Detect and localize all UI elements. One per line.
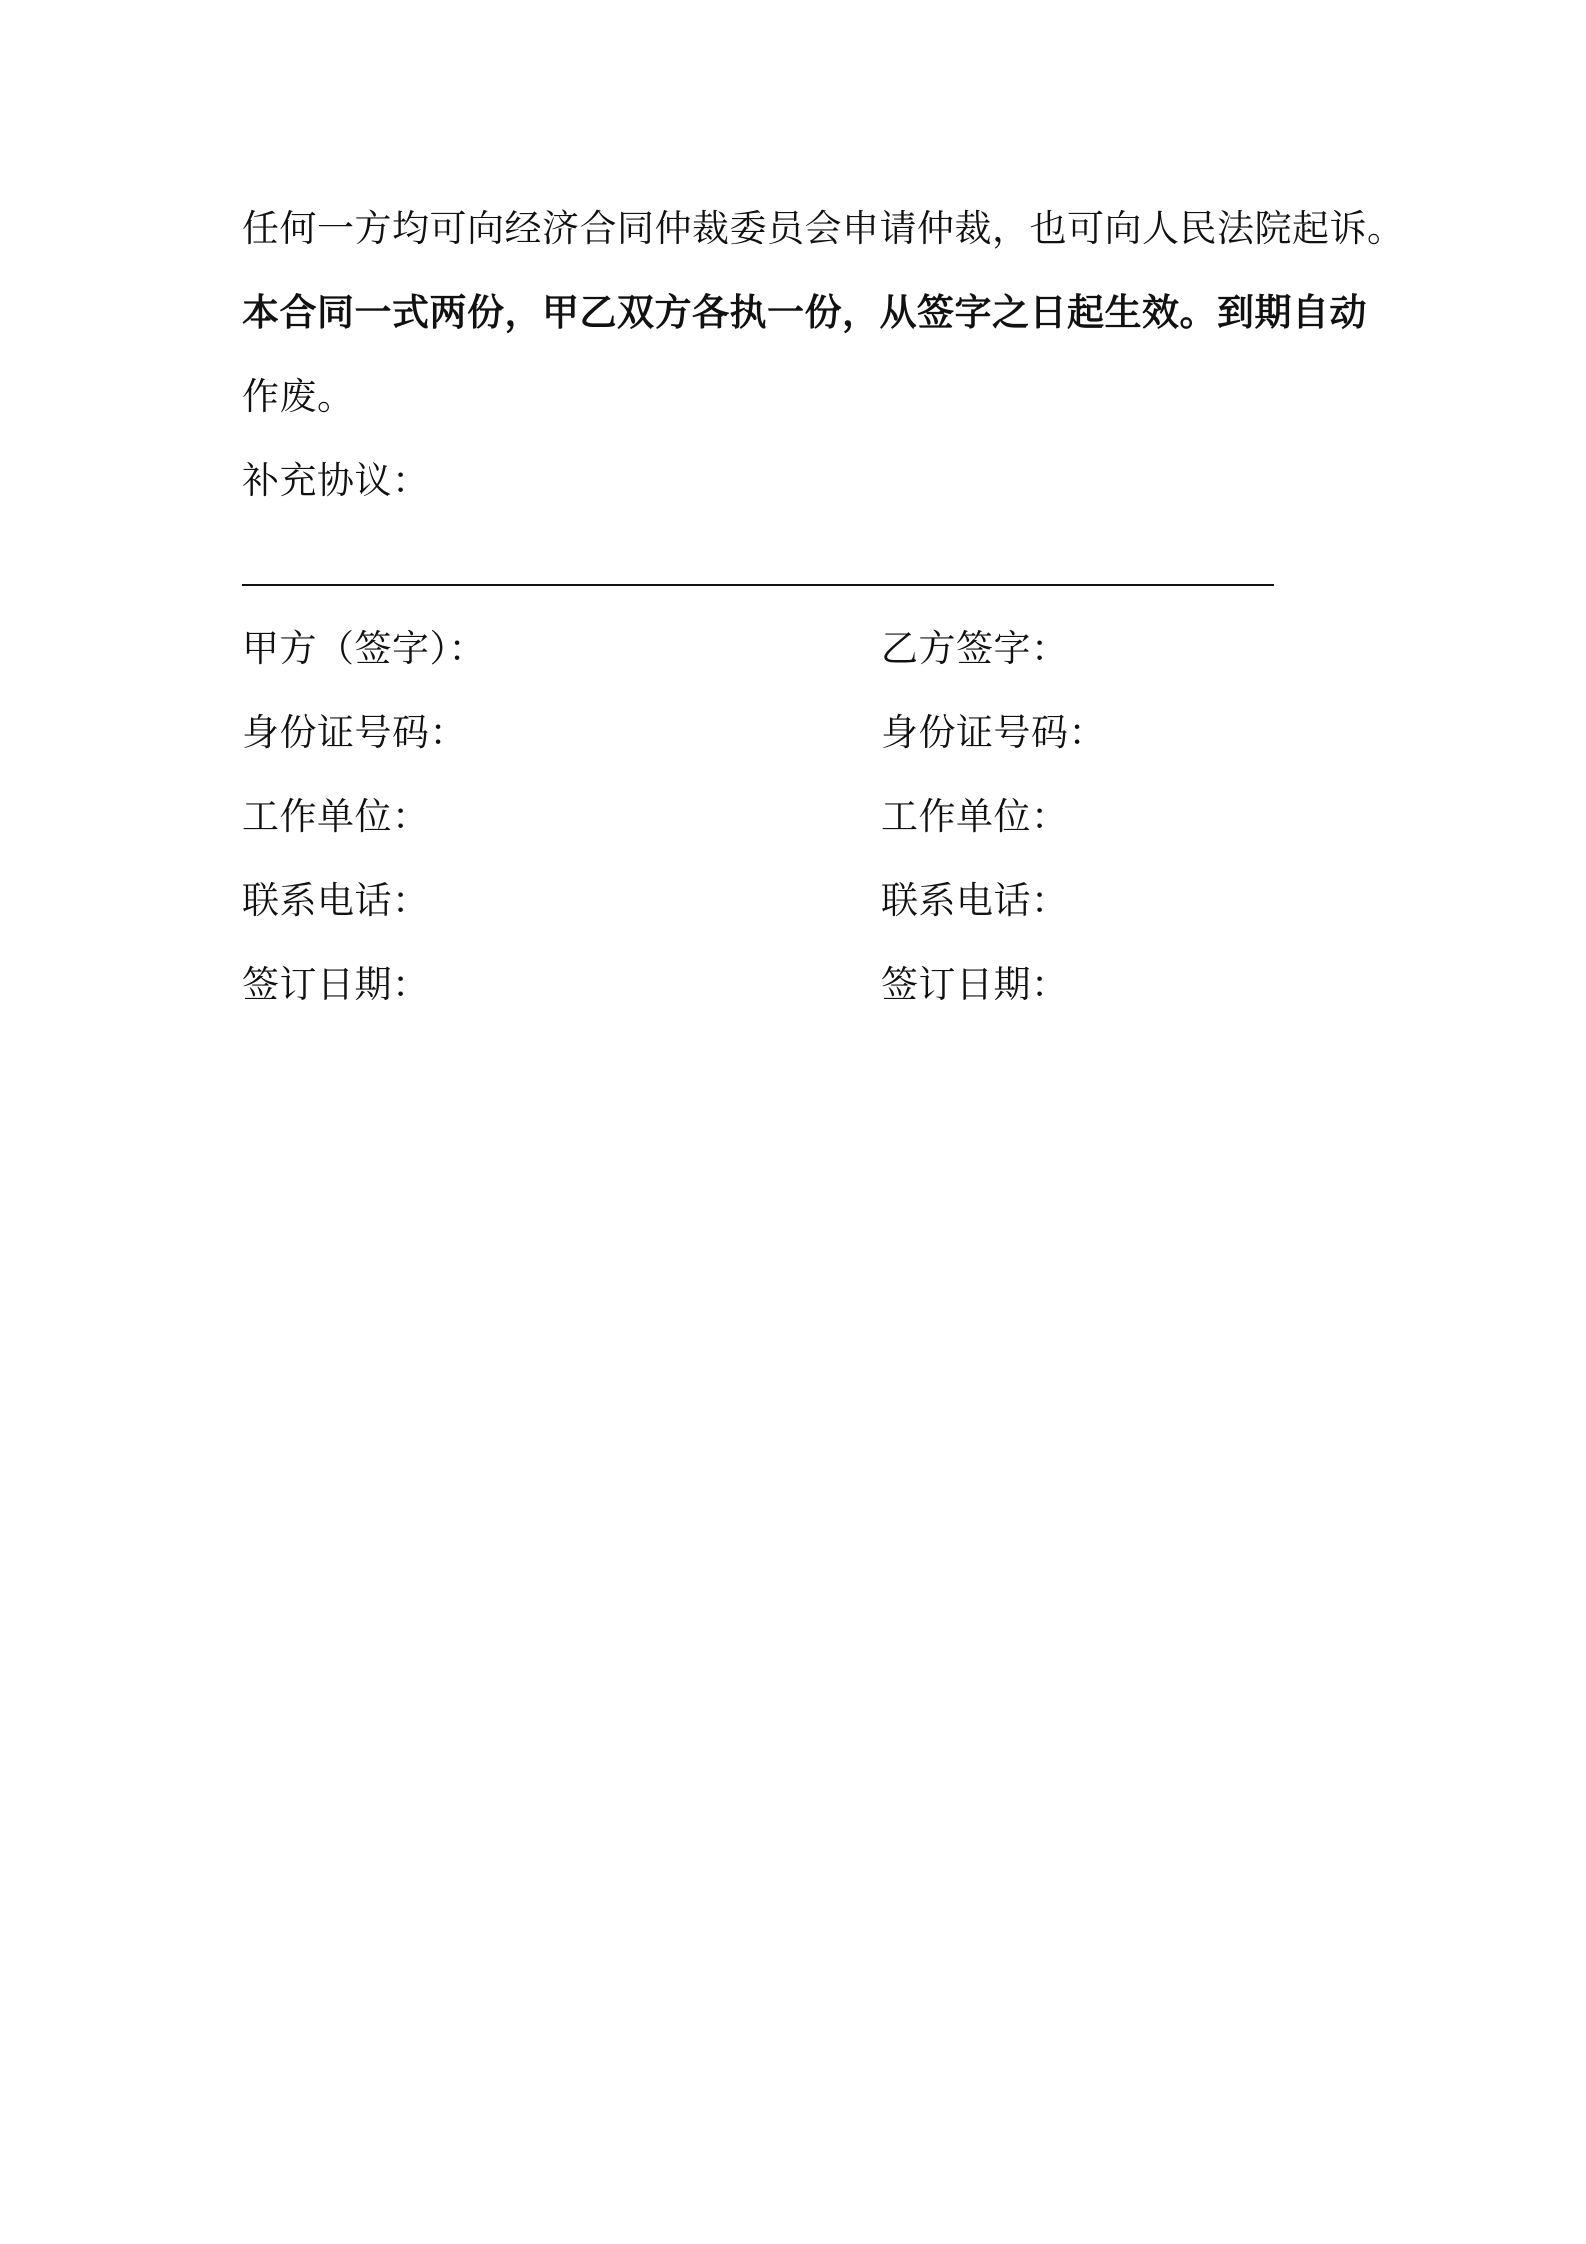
paragraph-void: 作废。 <box>242 375 355 418</box>
party-a-id-number-label: 身份证号码： <box>242 711 467 754</box>
party-b-id-number-label: 身份证号码： <box>881 711 1106 754</box>
paragraph-arbitration: 任何一方均可向经济合同仲裁委员会申请仲裁，也可向人民法院起诉。 <box>242 207 1405 250</box>
paragraph-copies: 本合同一式两份，甲乙双方各执一份，从签字之日起生效。到期自动 <box>242 291 1367 334</box>
party-a-sign-date-label: 签订日期： <box>242 963 430 1006</box>
party-b-workplace-label: 工作单位： <box>881 795 1069 838</box>
party-b-signature-block <box>881 624 1106 1044</box>
party-a-signature-block <box>242 624 486 1044</box>
party-b-sign-date-label: 签订日期： <box>881 963 1069 1006</box>
party-a-workplace-label: 工作单位： <box>242 795 430 838</box>
party-b-signature-label: 乙方签字： <box>881 627 1069 670</box>
party-a-signature-label: 甲方（签字）： <box>242 627 486 670</box>
supplementary-agreement-label: 补充协议： <box>242 459 430 502</box>
party-b-phone-label: 联系电话： <box>881 879 1069 922</box>
supplementary-blank-line <box>242 584 1274 586</box>
party-a-phone-label: 联系电话： <box>242 879 430 922</box>
